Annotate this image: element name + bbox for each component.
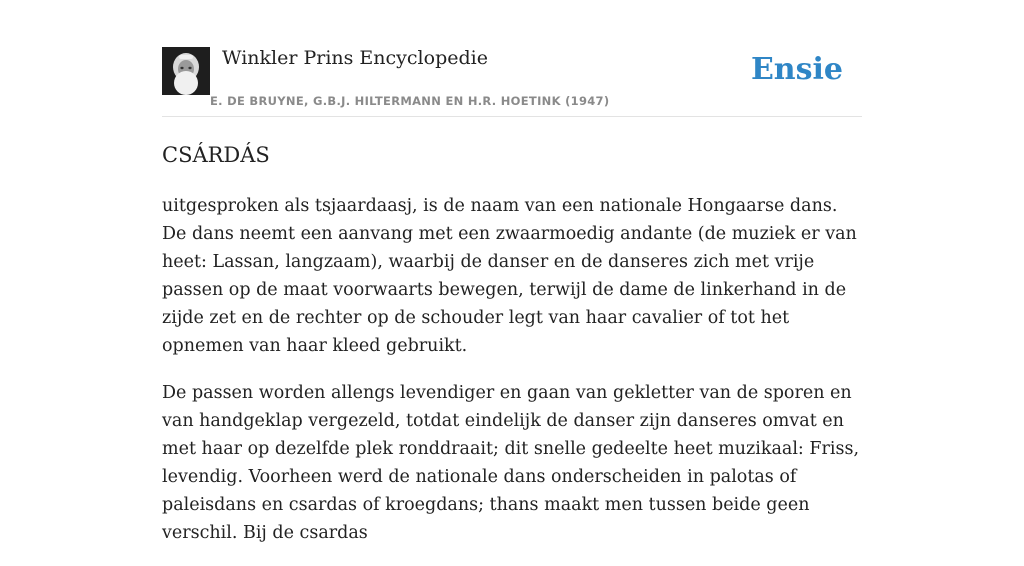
- article-title: CSÁRDÁS: [162, 143, 270, 167]
- article-body: [162, 192, 862, 566]
- article-paragraph: uitgesproken als tsjaardaasj, is de naam van een nationale Hongaarse dans. De dans neemt een aanvang met een zwaarmoedig andante (de muziek er van heet: Lassan, langzaam), waarbij de danser en de danseres zich met vrije passen op de maat voorwaarts bewegen, terwijl de dame de linkerhand in de zijde zet en de rechter op de schouder legt van haar cavalier of tot het opnemen van haar kleed gebruikt.: [162, 196, 857, 356]
- article-authors: E. DE BRUYNE, G.B.J. HILTERMANN EN H.R. HOETINK (1947): [210, 94, 610, 108]
- article-header: [162, 46, 862, 117]
- article-paragraph: De passen worden allengs levendiger en gaan van gekletter van de sporen en van handgeklap vergezeld, totdat eindelijk de danser zijn danseres omvat en met haar op dezelfde plek ronddraait; dit snelle gedeelte heet muzikaal: Friss, levendig. Voorheen werd de nationale dans onderscheiden in palotas of paleisdans en csardas of kroegdans; thans maakt men tussen beide geen verschil. Bij de csardas: [162, 383, 860, 543]
- site-title[interactable]: Winkler Prins Encyclopedie: [222, 47, 488, 69]
- brand-logo[interactable]: Ensie: [750, 52, 843, 87]
- portrait-image: [162, 47, 210, 95]
- author-portrait: [162, 47, 210, 95]
